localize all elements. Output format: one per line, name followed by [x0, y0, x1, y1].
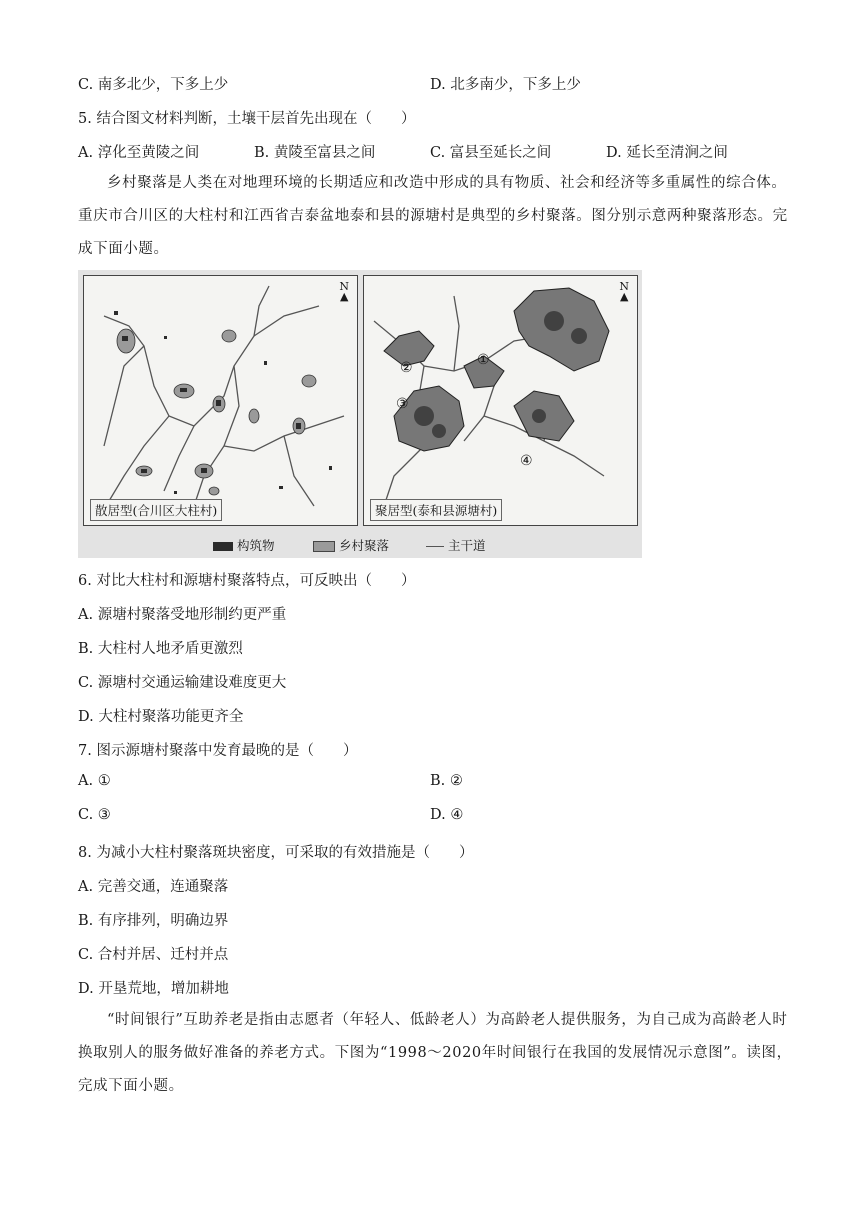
q5-option-a: A. 淳化至黄陵之间 [78, 145, 200, 161]
legend-building-label: 构筑物 [237, 538, 275, 553]
q7-option-a: A. ① [78, 773, 111, 789]
scattered-map [84, 276, 356, 524]
north-arrow-icon: N ▲ [619, 280, 629, 303]
q8-stem: 8. 为减小大柱村聚落斑块密度，可采取的有效措施是（ ） [78, 845, 474, 861]
q5-stem: 5. 结合图文材料判断，土壤干层首先出现在（ ） [78, 111, 416, 127]
q6-option-b: B. 大柱村人地矛盾更激烈 [78, 641, 243, 657]
clustered-panel-label: 聚居型(泰和县源塘村) [370, 499, 502, 521]
legend-settlement-label: 乡村聚落 [339, 538, 390, 553]
q7-stem: 7. 图示源塘村聚落中发育最晚的是（ ） [78, 743, 358, 759]
marker-1: ① [477, 352, 490, 368]
legend-settlement [313, 536, 389, 554]
marker-2: ② [400, 360, 413, 376]
q8-option-b: B. 有序排列，明确边界 [78, 913, 229, 929]
q7-option-d: D. ④ [430, 807, 464, 823]
q5-option-c: C. 富县至延长之间 [430, 145, 552, 161]
passage-time-bank: “时间银行”互助养老是指由志愿者（年轻人、低龄老人）为高龄老人提供服务，为自己成为高龄老人时换取别人的服务做好准备的养老方式。下图为“1998～2020年时间银行在我国的发展情况示意图”。读图，完成下面小题。 [78, 1012, 792, 1094]
q6-option-a: A. 源塘村聚落受地形制约更严重 [78, 607, 287, 623]
legend-road [426, 536, 486, 554]
legend-settlement-swatch [313, 541, 335, 552]
legend-building-swatch [213, 542, 233, 551]
q6-option-d: D. 大柱村聚落功能更齐全 [78, 709, 244, 725]
figure-legend [78, 532, 642, 556]
q4-option-d: D. 北多南少，下多上少 [430, 77, 581, 93]
q7-option-c: C. ③ [78, 807, 111, 823]
panel-scattered [83, 275, 358, 526]
legend-building [213, 536, 275, 554]
q4-option-c: C. 南多北少，下多上少 [78, 77, 229, 93]
q8-option-c: C. 合村并居、迁村并点 [78, 947, 229, 963]
q8-option-a: A. 完善交通，连通聚落 [78, 879, 229, 895]
q6-option-c: C. 源塘村交通运输建设难度更大 [78, 675, 287, 691]
marker-3: ③ [396, 396, 409, 412]
legend-road-label: 主干道 [448, 538, 486, 553]
panel-clustered [363, 275, 638, 526]
q5-option-b: B. 黄陵至富县之间 [254, 145, 376, 161]
q6-stem: 6. 对比大柱村和源塘村聚落特点，可反映出（ ） [78, 573, 416, 589]
north-arrow-icon: N ▲ [339, 280, 349, 303]
passage-settlements: 乡村聚落是人类在对地理环境的长期适应和改造中形成的具有物质、社会和经济等多重属性的综合体。重庆市合川区的大柱村和江西省吉泰盆地泰和县的源塘村是典型的乡村聚落。图分别示意两种聚落形态。完成下面小题。 [78, 175, 788, 257]
legend-road-swatch [426, 546, 444, 547]
marker-4: ④ [520, 453, 533, 469]
q7-option-b: B. ② [430, 773, 463, 789]
scattered-panel-label: 散居型(合川区大柱村) [90, 499, 222, 521]
settlement-figure [78, 270, 642, 558]
q8-option-d: D. 开垦荒地，增加耕地 [78, 981, 229, 997]
q5-option-d: D. 延长至清涧之间 [606, 145, 728, 161]
